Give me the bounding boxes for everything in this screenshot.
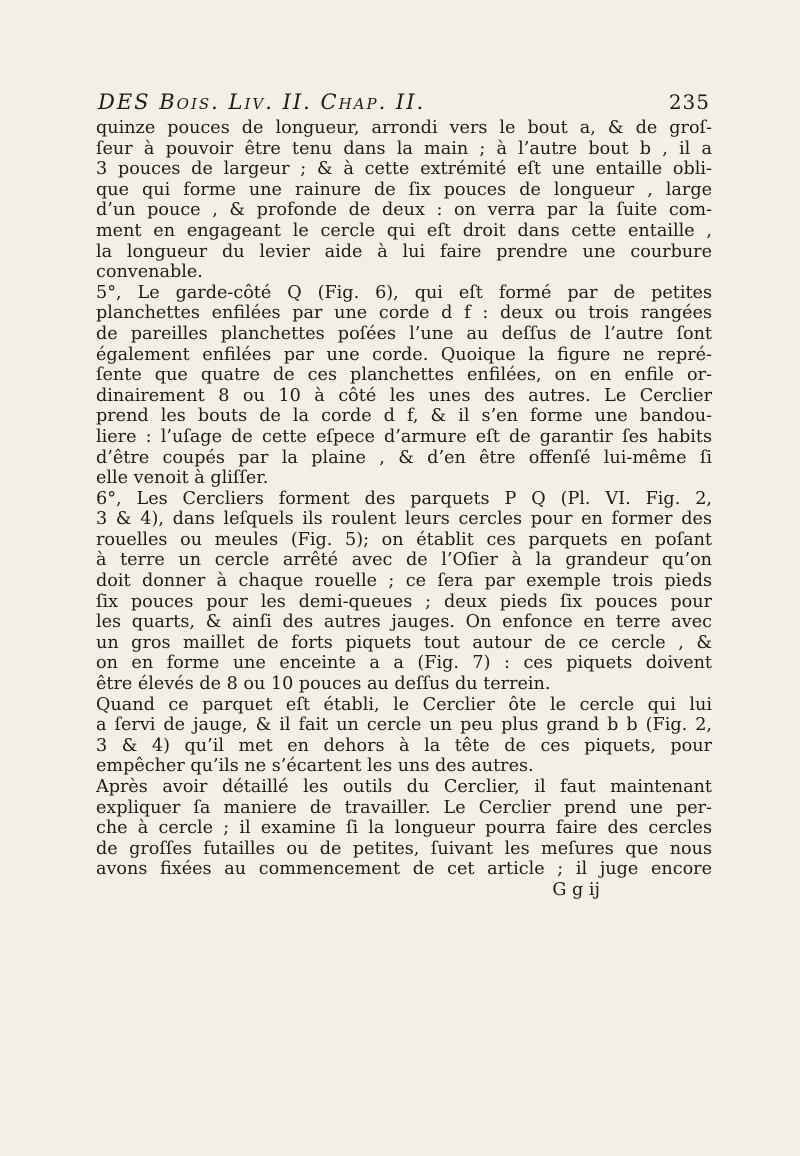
text-line: dinairement 8 ou 10 à côté les unes des autres. Le Cerclier	[96, 385, 712, 406]
text-line: Après avoir détaillé les outils du Cerclier, il faut maintenant	[96, 777, 712, 797]
text-line: a ſervi de jauge, & il fait un cercle un peu plus grand b b (Fig. 2,	[96, 715, 712, 736]
text-line: expliquer ſa maniere de travailler. Le Cerclier prend une per-	[96, 797, 712, 818]
text-line: également enfilées par une corde. Quoique la figure ne repré-	[96, 344, 712, 365]
text-line: planchettes enfilées par une corde d f : deux ou trois rangées	[96, 303, 712, 324]
text-line: 3 & 4), dans leſquels ils roulent leurs cercles pour en former des	[96, 509, 712, 530]
text-line: on en forme une enceinte a a (Fig. 7) : ces piquets doivent	[96, 653, 712, 674]
text-line: de groſſes futailles ou de petites, ſuivant les meſures que nous	[96, 838, 712, 859]
page-number: 235	[668, 90, 710, 114]
text-line: 6°, Les Cercliers forment des parquets P Q (Pl. VI. Fig. 2,	[96, 488, 712, 509]
text-line: 5°, Le garde-côté Q (Fig. 6), qui eſt formé par de petites	[96, 282, 712, 303]
text-line: Quand ce parquet eſt établi, le Cerclier ôte le cercle qui lui	[96, 694, 712, 715]
text-line: ſente que quatre de ces planchettes enfilées, on en enfile or-	[96, 365, 712, 386]
text-line: empêcher qu’ils ne s’écartent les uns des autres.	[96, 756, 534, 777]
text-line: d’un pouce , & profonde de deux : on verra par la ſuite com-	[96, 200, 712, 221]
text-line: liere : l’uſage de cette eſpece d’armure eſt de garantir ſes habits	[96, 426, 712, 447]
signature-mark: G g ij	[552, 879, 600, 900]
text-line: ſix pouces pour les demi-queues ; deux pieds ſix pouces pour	[96, 591, 712, 612]
text-line: la longueur du levier aide à lui faire prendre une courbure	[96, 241, 712, 262]
text-line: de pareilles planchettes poſées l’une au deſſus de l’autre ſont	[96, 323, 712, 344]
text-line: à terre un cercle arrêté avec de l’Oſier à la grandeur qu’on	[96, 550, 712, 571]
text-line: d’être coupés par la plaine , & d’en être offenſé lui-même ſi	[96, 447, 712, 468]
text-line: être élevés de 8 ou 10 pouces au deſſus du terrein.	[96, 674, 551, 695]
text-line: rouelles ou meules (Fig. 5); on établit ces parquets en poſant	[96, 529, 712, 550]
text-line: les quarts, & ainſi des autres jauges. On enfonce en terre avec	[96, 612, 712, 633]
running-head-title: DES Bois. Liv. II. Chap. II.	[98, 90, 426, 114]
text-line: un gros maillet de forts piquets tout autour de ce cercle , &	[96, 632, 712, 653]
text-line: que qui forme une rainure de ſix pouces de longueur , large	[96, 179, 712, 200]
text-line: doit donner à chaque rouelle ; ce ſera par exemple trois pieds	[96, 571, 712, 592]
text-line: che à cercle ; il examine ſi la longueur pourra faire des cercles	[96, 818, 712, 839]
text-line: ment en engageant le cercle qui eſt droit dans cette entaille ,	[96, 220, 712, 241]
text-line: 3 & 4) qu’il met en dehors à la tête de ces piquets, pour	[96, 735, 712, 756]
text-line: prend les bouts de la corde d f, & il s’en forme une bandou-	[96, 406, 712, 427]
text-line: convenable.	[96, 262, 203, 283]
body-text	[96, 118, 712, 900]
text-line: quinze pouces de longueur, arrondi vers le bout a, & de groſ-	[96, 118, 712, 138]
text-line: ſeur à pouvoir être tenu dans la main ; à l’autre bout b , il a	[96, 138, 712, 159]
text-line: 3 pouces de largeur ; & à cette extrémité eſt une entaille obli-	[96, 159, 712, 180]
text-line: elle venoit à gliſſer.	[96, 468, 269, 489]
text-line: avons fixées au commencement de cet article ; il juge encore	[96, 859, 712, 880]
